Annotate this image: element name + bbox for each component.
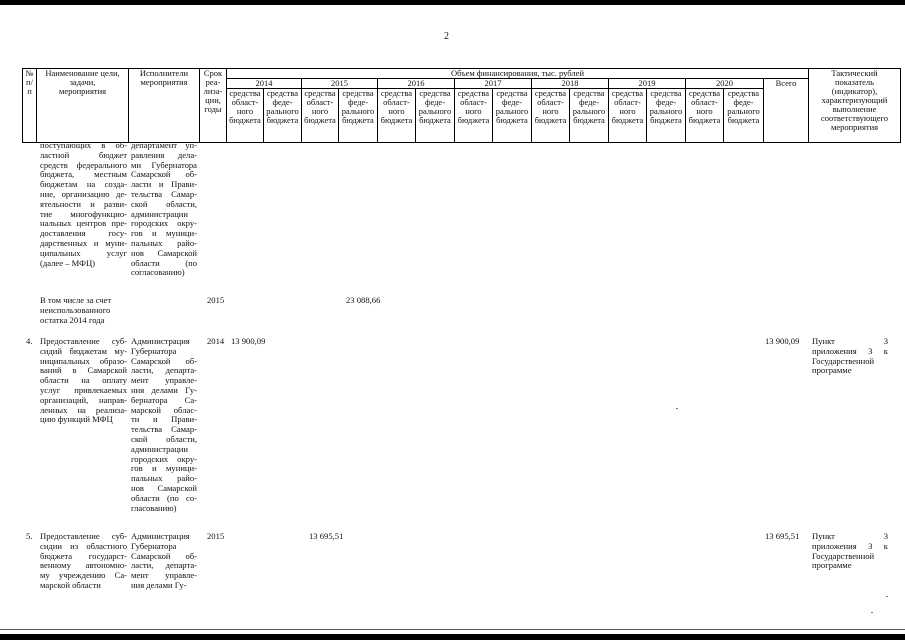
header-regional-2017: средства област- ного бюджета xyxy=(455,89,493,143)
cell-line: администрации xyxy=(131,209,189,219)
cell-line: нов Самарской xyxy=(131,248,197,258)
cell-line: тельства Самар- xyxy=(131,425,197,435)
cell-line: ципальных услуг xyxy=(40,248,127,258)
cell-line: неиспользованного xyxy=(40,305,111,315)
cell-line: приложения 3 к xyxy=(812,541,888,551)
cell-line: Администрация xyxy=(131,532,190,541)
scan-speck xyxy=(871,612,873,613)
cell-line: нальных центров пре- xyxy=(40,219,127,229)
cell-line: программе xyxy=(812,561,852,571)
cell-line: бюджетам на созда- xyxy=(40,180,127,190)
cell-line: ленных на реализа- xyxy=(40,405,127,415)
row-4-year: 2015 xyxy=(207,531,225,541)
cell-line: Самарской об- xyxy=(131,356,197,366)
row-3-name xyxy=(40,337,127,425)
cell-line: Губернатора xyxy=(131,541,177,551)
cell-line: ской области, xyxy=(131,434,197,444)
cell-line: венному автономно- xyxy=(40,561,127,571)
bottom-rule xyxy=(0,629,905,630)
row-4-amount-2015: 13 695,51 xyxy=(309,531,344,541)
header-year-2015: 2015 xyxy=(302,79,378,89)
page-number: 2 xyxy=(444,31,449,42)
row-2-amount-2015: 23 088,66 xyxy=(346,295,381,305)
scan-speck xyxy=(886,596,888,597)
cell-line: Пункт 3 xyxy=(812,532,888,541)
cell-line: нов Самарской xyxy=(131,483,197,493)
header-federal-2020: средства феде- рального бюджета xyxy=(724,89,764,143)
cell-line: Предоставление суб- xyxy=(40,337,127,346)
header-year-2019: 2019 xyxy=(609,79,686,89)
header-name: Наименование цели, задачи, мероприятия xyxy=(37,69,129,143)
header-federal-2014: средства феде- рального бюджета xyxy=(264,89,302,143)
header-year-2014: 2014 xyxy=(227,79,302,89)
cell-line: бюджета, местным xyxy=(40,170,127,180)
header-federal-2016: средства феде- рального бюджета xyxy=(416,89,455,143)
cell-line: ятельности и разви- xyxy=(40,199,127,209)
row-4-number: 5. xyxy=(26,531,33,541)
cell-line: департамент уп- xyxy=(131,141,197,150)
cell-line: ния делами Гу- xyxy=(131,580,187,590)
cell-line: (далее – МФЦ) xyxy=(40,258,96,268)
cell-line: дарственных и муни- xyxy=(40,238,127,248)
header-regional-2018: средства област- ного бюджета xyxy=(532,89,570,143)
cell-line: бернатора Са- xyxy=(131,395,197,405)
row-4-name xyxy=(40,532,127,591)
cell-line: ласти, департа- xyxy=(131,561,197,571)
cell-line: средств федерального xyxy=(40,160,127,170)
cell-line: Предоставление суб- xyxy=(40,532,127,541)
cell-line: городских окру- xyxy=(131,454,197,464)
cell-line: ние, организацию де- xyxy=(40,189,127,199)
cell-line: гов и муници- xyxy=(131,464,197,474)
cell-line: марской облас- xyxy=(131,405,197,415)
cell-line: му учреждению Са- xyxy=(40,571,127,581)
cell-line: марской области xyxy=(40,580,101,590)
cell-line: администрации xyxy=(131,444,189,454)
cell-line: Самарской об- xyxy=(131,551,197,561)
cell-line: согласованию) xyxy=(131,268,185,278)
cell-line: области (по xyxy=(131,258,197,268)
cell-line: тельства Самар- xyxy=(131,189,197,199)
cell-line: Самарской об- xyxy=(131,170,197,180)
cell-line: равления дела- xyxy=(131,150,197,160)
row-3-total: 13 900,09 xyxy=(765,336,800,346)
header-regional-2015: средства област- ного бюджета xyxy=(302,89,339,143)
cell-line: поступающих в об- xyxy=(40,141,127,150)
scan-speck xyxy=(676,408,678,409)
header-regional-2014: средства област- ного бюджета xyxy=(227,89,264,143)
row-3-indicator xyxy=(812,337,888,376)
header-year-2020: 2020 xyxy=(686,79,764,89)
cell-line: ния делами Гу- xyxy=(131,385,197,395)
header-year-2016: 2016 xyxy=(378,79,455,89)
cell-line: услуг привлекаемых xyxy=(40,385,127,395)
header-regional-2016: средства област- ного бюджета xyxy=(378,89,416,143)
row-3-executor xyxy=(131,337,197,513)
header-federal-2018: средства феде- рального бюджета xyxy=(570,89,609,143)
header-federal-2015: средства феде- рального бюджета xyxy=(339,89,378,143)
cell-line: Губернатора xyxy=(131,346,177,356)
cell-line: доставления госу- xyxy=(40,229,127,239)
cell-line: Государственной xyxy=(812,356,875,366)
cell-line: ти и Прави- xyxy=(131,415,197,425)
cell-line: приложения 3 к xyxy=(812,346,888,356)
cell-line: пальных райо- xyxy=(131,474,197,484)
row-2-year: 2015 xyxy=(207,295,225,305)
cell-line: сидии из областного xyxy=(40,541,127,551)
cell-line: ской области, xyxy=(131,199,197,209)
cell-line: области (по со- xyxy=(131,493,197,503)
cell-line: городских окру- xyxy=(131,219,197,229)
row-2-name xyxy=(40,296,127,325)
header-year-2017: 2017 xyxy=(455,79,532,89)
cell-line: области на оплату xyxy=(40,376,127,386)
cell-line: организаций, направ- xyxy=(40,395,127,405)
header-indicator: Тактический показатель (индикатор), характеризующий выполнение соответствующего мероприятия xyxy=(809,69,901,143)
cell-line: ниципальных образо- xyxy=(40,356,127,366)
header-funding: Объем финансирования, тыс. рублей xyxy=(227,69,809,79)
header-federal-2017: средства феде- рального бюджета xyxy=(493,89,532,143)
row-4-executor xyxy=(131,532,197,591)
cell-line: мент управле- xyxy=(131,376,197,386)
cell-line: пальных райо- xyxy=(131,238,197,248)
header-number: № п/п xyxy=(23,69,37,143)
row-3-number: 4. xyxy=(26,336,33,346)
cell-line: сидий бюджетам му- xyxy=(40,346,127,356)
header-federal-2019: средства феде- рального бюджета xyxy=(647,89,686,143)
cell-line: ластной бюджет xyxy=(40,150,127,160)
cell-line: ласти и Прави- xyxy=(131,180,197,190)
cell-line: Государственной xyxy=(812,551,875,561)
header-term: Срок реа- лиза- ции, годы xyxy=(200,69,227,143)
cell-line: остатка 2014 года xyxy=(40,315,105,325)
cell-line: программе xyxy=(812,366,852,376)
header-regional-2020: средства област- ного бюджета xyxy=(686,89,724,143)
header-year-2018: 2018 xyxy=(532,79,609,89)
header-executor: Исполнители мероприятия xyxy=(129,69,200,143)
cell-line: мент управле- xyxy=(131,571,197,581)
cell-line: Пункт 3 xyxy=(812,337,888,346)
cell-line: В том числе за счет xyxy=(40,296,112,305)
cell-line: гласованию) xyxy=(131,503,177,513)
cell-line: ми Губернатора xyxy=(131,160,197,170)
bottom-border xyxy=(0,634,905,640)
row-3-amount-2014: 13 900,09 xyxy=(231,336,266,346)
cell-line: Администрация xyxy=(131,337,190,346)
cell-line: гов и муници- xyxy=(131,229,197,239)
cell-line: ласти, департа- xyxy=(131,366,197,376)
cell-line: цию функций МФЦ xyxy=(40,415,113,425)
row-4-total: 13 695,51 xyxy=(765,531,800,541)
row-1-name xyxy=(40,141,127,268)
cell-line: бюджета государст- xyxy=(40,551,127,561)
row-1-executor xyxy=(131,141,197,278)
cell-line: тие многофункцио- xyxy=(40,209,127,219)
header-regional-2019: средства област- ного бюджета xyxy=(609,89,647,143)
header-total: Всего xyxy=(764,79,809,143)
row-3-year: 2014 xyxy=(207,336,225,346)
cell-line: ваний в Самарской xyxy=(40,366,127,376)
row-4-indicator xyxy=(812,532,888,571)
